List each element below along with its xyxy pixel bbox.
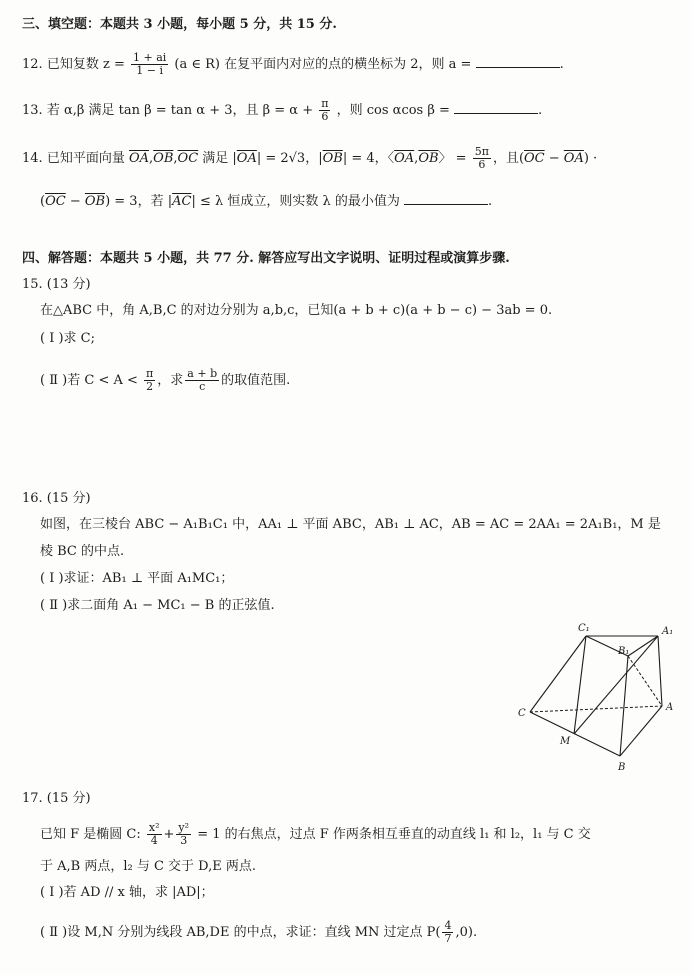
q14-line1-pre: 已知平面向量 <box>46 151 125 166</box>
q14-cond2: | = 4，〈 <box>342 151 395 166</box>
frustum-figure <box>500 618 680 778</box>
q15-stem: 在△ABC 中，角 A,B,C 的对边分别为 a,b,c，已知(a + b + c)(a + b − c) − 3ab = 0. <box>40 303 553 318</box>
q16-stem-line2: 棱 BC 的中点. <box>40 544 125 559</box>
q17-part2-pre: ( Ⅱ )设 M,N 分别为线段 AB,DE 的中点，求证：直线 MN 过定点 P( <box>40 925 441 940</box>
q17-frac-x-den: 4 <box>150 834 158 847</box>
vec-ob-3: $\overline{OB}$ <box>418 151 439 166</box>
q14-frac-den: 6 <box>478 158 486 171</box>
q17-frac-y-num: y² <box>178 821 190 834</box>
q17-plus: + <box>163 827 175 842</box>
q16-part2: ( Ⅱ )求二面角 A₁ − MC₁ − B 的正弦值. <box>40 598 275 613</box>
q12-post: (a ∈ R) 在复平面内对应的点的横坐标为 2，则 a = <box>174 57 472 72</box>
q16-number: 16. (15 分) <box>22 491 91 506</box>
section4-heading: 四、解答题：本题共 5 小题，共 77 分. 解答应写出文字说明、证明过程或演算步骤. <box>22 251 510 266</box>
q13-number: 13. <box>22 103 43 118</box>
q14-cond1: | = 2√3，| <box>256 151 323 166</box>
q12-end: . <box>559 57 564 72</box>
vec-oc: $\overline{OC}$ <box>177 151 199 166</box>
q16-part1: ( Ⅰ )求证：AB₁ ⊥ 平面 A₁MC₁； <box>40 571 234 586</box>
q17-frac-x <box>147 822 162 847</box>
vec-oa: $\overline{OA}$ <box>128 151 150 166</box>
q15-part1: ( Ⅰ )求 C; <box>40 331 96 346</box>
q14-end: . <box>488 194 493 209</box>
question-14-line1: 14. 已知平面向量 $\overline{OA},\overline{OB},\overline{OC}$ 满足 $|\overline{OA}| = 2√3$，$|\overline{OB}| = 4$，〈$\overline{OA},\overline{OB}$〉 = $\frac{5\pi}{6}$ ，且$(\overline{OC} - \overline{OA})$ · <box>22 145 598 171</box>
q14-frac-num: 5π <box>474 145 489 158</box>
q17-frac-y-den: 3 <box>180 834 188 847</box>
q14-line1-mid: 满足 | <box>202 151 237 166</box>
vec-oa-4: $\overline{OA}$ <box>563 151 584 166</box>
question-13 <box>22 98 542 123</box>
q15-frac2-den: c <box>199 380 206 393</box>
q12-fraction <box>131 52 168 77</box>
q15-part2-pre: ( Ⅱ )若 C < A < <box>40 373 138 388</box>
q15-frac1-den: 2 <box>146 380 154 393</box>
label-m: M <box>560 736 571 747</box>
q15-frac1-num: π <box>146 367 154 380</box>
label-a: A <box>666 702 674 713</box>
q17-part2 <box>40 920 477 945</box>
q13-frac-num: π <box>321 97 329 110</box>
q17-frac-y <box>176 822 191 847</box>
edge-a1-a <box>658 636 662 706</box>
q13-frac-den: 6 <box>321 110 329 123</box>
q14-answer-blank[interactable] <box>404 192 488 205</box>
q13-post: ，则 cos αcos β = <box>336 103 450 118</box>
q14-line2-post: ) = 3，若 | <box>105 194 173 209</box>
q15-part2 <box>40 368 290 393</box>
section3-heading: 三、填空题：本题共 3 小题，每小题 5 分，共 15 分. <box>22 17 337 32</box>
vec-oa-3: $\overline{OA}$ <box>394 151 415 166</box>
q17-line2: 于 A,B 两点，l₂ 与 C 交于 D,E 两点. <box>40 859 257 874</box>
q17-p-den: 7 <box>444 932 452 945</box>
edge-b1-b <box>620 656 628 756</box>
q17-part1: ( Ⅰ )若 AD // x 轴，求 |AD|； <box>40 885 214 900</box>
q15-number: 15. (13 分) <box>22 277 91 292</box>
q17-frac-x-num: x² <box>148 821 160 834</box>
edge-b-a <box>620 706 662 756</box>
q12-number: 12. <box>22 57 43 72</box>
q15-fraction-abc <box>185 368 219 393</box>
q14-line1-end: ) · <box>583 151 598 166</box>
q13-end: . <box>538 103 543 118</box>
q14-line1-post: ，且( <box>492 151 525 166</box>
vec-ob: $\overline{OB}$ <box>153 151 174 166</box>
q17-part2-post: ,0). <box>455 925 478 940</box>
q14-cond3: 〉 = <box>438 151 467 166</box>
edge-c-b <box>530 712 620 756</box>
q14-fraction <box>473 146 491 171</box>
q14-line2-post2: | ≤ λ 恒成立，则实数 λ 的最小值为 <box>191 194 400 209</box>
label-c1: C₁ <box>578 623 590 634</box>
label-c: C <box>518 708 526 719</box>
vec-ob-2: $\overline{OB}$ <box>322 151 343 166</box>
vec-oc-2: $\overline{OC}$ <box>524 151 545 166</box>
q12-frac-den: 1 − i <box>136 64 163 77</box>
q15-fraction-pi2 <box>144 368 155 393</box>
q14-number: 14. <box>22 151 43 166</box>
q17-line1-pre: 已知 F 是椭圆 C: <box>40 827 141 842</box>
label-b: B <box>618 762 626 773</box>
q17-line1-post: = 1 的右焦点，过点 F 作两条相互垂直的动直线 l₁ 和 l₂，l₁ 与 C 交 <box>197 827 591 842</box>
question-14-line2: $(\overline{OC} - \overline{OB}) = 3$，若 $|\overline{AC}| \le \lambda$ 恒成立，则实数 λ 的最小值为 . <box>40 194 493 209</box>
q13-answer-blank[interactable] <box>454 101 538 114</box>
q12-pre: 已知复数 z = <box>46 57 125 72</box>
question-12 <box>22 52 564 77</box>
q12-frac-num: 1 + ai <box>132 51 167 64</box>
q17-p-num: 4 <box>444 919 452 932</box>
q17-number: 17. (15 分) <box>22 791 91 806</box>
label-a1: A₁ <box>662 626 674 637</box>
q16-stem-line1: 如图，在三棱台 ABC − A₁B₁C₁ 中，AA₁ ⊥ 平面 ABC，AB₁ ⊥ AC，AB = AC = 2AA₁ = 2A₁B₁，M 是 <box>40 517 661 532</box>
q13-fraction <box>319 98 330 123</box>
q15-part2-post: 的取值范围. <box>221 373 291 388</box>
edge-c-a-hidden <box>530 706 662 712</box>
q12-answer-blank[interactable] <box>476 55 560 68</box>
label-b1: B₁ <box>618 646 630 657</box>
q15-frac2-num: a + b <box>187 367 218 380</box>
q15-part2-mid: ，求 <box>157 373 184 388</box>
q17-line1 <box>40 822 591 847</box>
vec-oa-2: $\overline{OA}$ <box>236 151 257 166</box>
vec-ac: $\overline{AC}$ <box>172 194 192 209</box>
q13-pre: 若 α,β 满足 tan β = tan α + 3，且 β = α + <box>46 103 314 118</box>
vec-oc-3: $\overline{OC}$ <box>45 194 66 209</box>
vec-ob-4: $\overline{OB}$ <box>84 194 106 209</box>
q17-point-fraction <box>442 920 453 945</box>
edge-b1-a-hidden <box>628 656 662 706</box>
